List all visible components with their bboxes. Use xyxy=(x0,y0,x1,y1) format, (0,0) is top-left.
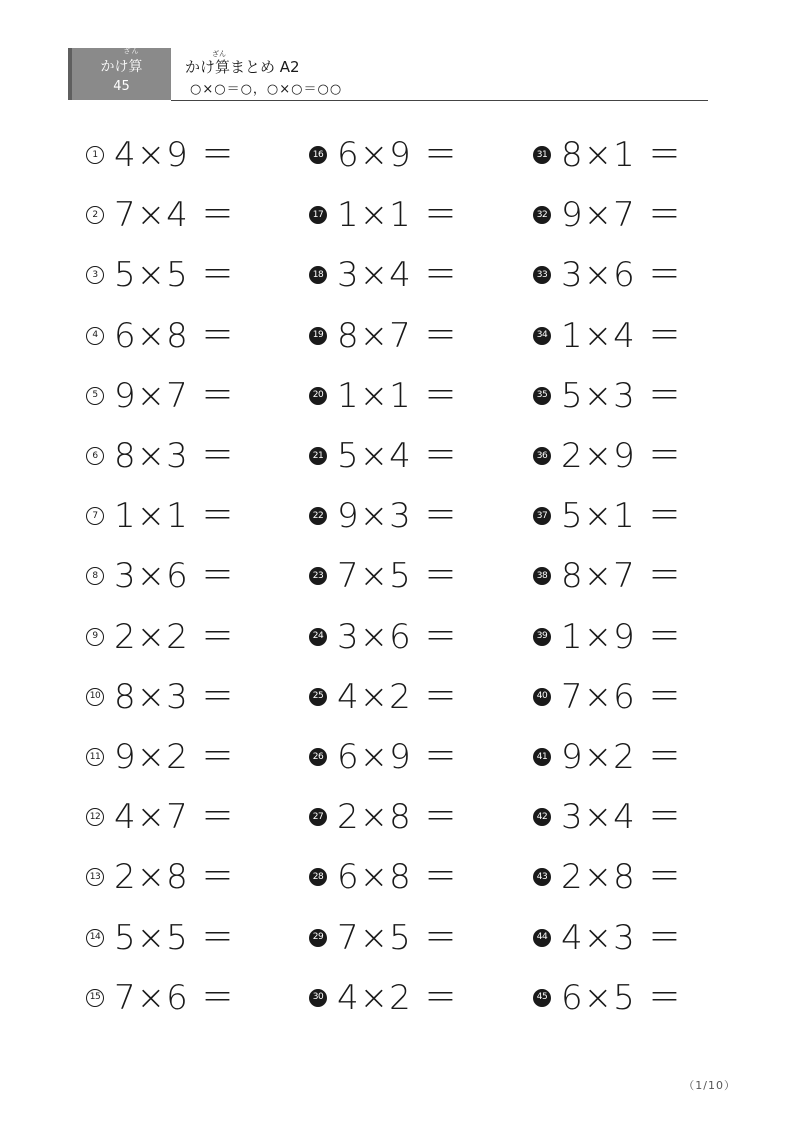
problem-item xyxy=(309,314,459,358)
problem-number: 36 xyxy=(533,447,551,465)
problem-number: 3 xyxy=(86,266,104,284)
problem-item xyxy=(309,675,459,719)
problem-number: 37 xyxy=(533,507,551,525)
problem-item xyxy=(309,795,459,839)
problem-expression: 7×6 ＝ xyxy=(114,977,236,1018)
problem-number: 5 xyxy=(86,387,104,405)
problem-item xyxy=(86,554,236,598)
problem-item xyxy=(533,916,683,960)
problem-item xyxy=(533,314,683,358)
problem-expression: 2×8 ＝ xyxy=(114,857,236,898)
problem-item xyxy=(86,615,236,659)
problem-item xyxy=(309,916,459,960)
problem-number: 25 xyxy=(309,688,327,706)
problem-expression: 2×9 ＝ xyxy=(561,436,683,476)
problem-expression: 5×5 ＝ xyxy=(114,255,236,296)
problem-number: 14 xyxy=(86,929,104,947)
problem-number: 13 xyxy=(86,868,104,886)
problem-expression: 1×9 ＝ xyxy=(561,616,683,657)
problem-number: 41 xyxy=(533,748,551,766)
problem-item xyxy=(86,675,236,719)
problem-item xyxy=(86,494,236,538)
problem-number: 2 xyxy=(86,206,104,224)
page-title: かけ算まとめ A2 xyxy=(185,58,300,76)
problem-number: 32 xyxy=(533,206,551,224)
problem-expression: 4×7 ＝ xyxy=(114,797,236,838)
problem-number: 31 xyxy=(533,146,551,164)
problem-number: 22 xyxy=(309,507,327,525)
problem-number: 27 xyxy=(309,808,327,826)
problem-number: 28 xyxy=(309,868,327,886)
problem-expression: 7×4 ＝ xyxy=(114,195,236,236)
problem-expression: 8×3 ＝ xyxy=(114,436,236,476)
problem-expression: 6×8 ＝ xyxy=(337,857,459,898)
problem-item xyxy=(309,615,459,659)
problem-expression: 4×9 ＝ xyxy=(114,135,236,175)
worksheet-number: 45 xyxy=(113,79,130,94)
problem-number: 24 xyxy=(309,628,327,646)
problem-number: 23 xyxy=(309,567,327,585)
problem-item xyxy=(86,193,236,237)
title-ruby: ざん xyxy=(212,50,226,58)
problem-expression: 5×1 ＝ xyxy=(561,496,683,537)
problem-expression: 7×6 ＝ xyxy=(561,676,683,717)
problem-expression: 3×4 ＝ xyxy=(561,797,683,838)
problem-item xyxy=(309,133,459,177)
page-indicator: （1/10） xyxy=(683,1079,736,1092)
problem-number: 10 xyxy=(86,688,104,706)
problem-number: 30 xyxy=(309,989,327,1007)
problem-item xyxy=(309,976,459,1020)
problem-number: 1 xyxy=(86,146,104,164)
problem-expression: 3×6 ＝ xyxy=(561,255,683,296)
problem-item xyxy=(86,133,236,177)
problem-number: 45 xyxy=(533,989,551,1007)
problem-item xyxy=(533,855,683,899)
header-divider xyxy=(171,100,708,101)
problem-item xyxy=(533,675,683,719)
problem-item xyxy=(533,735,683,779)
problem-item xyxy=(309,434,459,478)
problem-item xyxy=(533,434,683,478)
problem-item xyxy=(86,976,236,1020)
tab-ruby: ざん xyxy=(123,47,140,55)
problem-expression: 1×4 ＝ xyxy=(561,315,683,356)
problem-number: 42 xyxy=(533,808,551,826)
problem-number: 43 xyxy=(533,868,551,886)
problem-expression: 9×3 ＝ xyxy=(337,496,459,537)
problem-expression: 9×7 ＝ xyxy=(561,195,683,236)
problem-expression: 6×9 ＝ xyxy=(337,135,459,175)
problem-number: 38 xyxy=(533,567,551,585)
problem-number: 34 xyxy=(533,327,551,345)
problem-item xyxy=(309,253,459,297)
worksheet-tab xyxy=(68,48,171,100)
problem-item xyxy=(309,374,459,418)
problem-expression: 1×1 ＝ xyxy=(114,496,236,537)
problem-number: 15 xyxy=(86,989,104,1007)
problem-number: 6 xyxy=(86,447,104,465)
problem-number: 4 xyxy=(86,327,104,345)
problem-number: 9 xyxy=(86,628,104,646)
problem-item xyxy=(533,976,683,1020)
problem-number: 40 xyxy=(533,688,551,706)
problem-item xyxy=(309,554,459,598)
problem-expression: 4×2 ＝ xyxy=(337,977,459,1018)
problem-expression: 5×4 ＝ xyxy=(337,436,459,476)
problem-number: 7 xyxy=(86,507,104,525)
problem-item xyxy=(86,434,236,478)
problem-number: 35 xyxy=(533,387,551,405)
problem-expression: 5×3 ＝ xyxy=(561,375,683,416)
problem-expression: 3×6 ＝ xyxy=(114,556,236,597)
problem-item xyxy=(533,795,683,839)
problem-item xyxy=(86,916,236,960)
problem-number: 17 xyxy=(309,206,327,224)
problem-item xyxy=(533,494,683,538)
problem-expression: 1×1 ＝ xyxy=(337,375,459,416)
problem-expression: 9×7 ＝ xyxy=(114,375,236,416)
problem-expression: 3×6 ＝ xyxy=(337,616,459,657)
problem-expression: 5×5 ＝ xyxy=(114,917,236,958)
problem-expression: 8×1 ＝ xyxy=(561,135,683,175)
problem-expression: 1×1 ＝ xyxy=(337,195,459,236)
problem-expression: 7×5 ＝ xyxy=(337,917,459,958)
problem-expression: 2×8 ＝ xyxy=(337,797,459,838)
problem-item xyxy=(309,494,459,538)
problem-expression: 2×2 ＝ xyxy=(114,616,236,657)
problem-expression: 4×2 ＝ xyxy=(337,676,459,717)
problem-expression: 8×7 ＝ xyxy=(337,315,459,356)
problem-item xyxy=(309,735,459,779)
problem-expression: 6×9 ＝ xyxy=(337,737,459,777)
problem-item xyxy=(309,855,459,899)
problem-item xyxy=(86,253,236,297)
problem-expression: 8×7 ＝ xyxy=(561,556,683,597)
problem-number: 8 xyxy=(86,567,104,585)
problem-expression: 9×2 ＝ xyxy=(114,737,236,777)
problem-item xyxy=(533,193,683,237)
problem-number: 19 xyxy=(309,327,327,345)
problem-item xyxy=(86,735,236,779)
problem-expression: 4×3 ＝ xyxy=(561,917,683,958)
problem-number: 21 xyxy=(309,447,327,465)
problem-number: 16 xyxy=(309,146,327,164)
problem-item xyxy=(86,855,236,899)
problem-expression: 6×5 ＝ xyxy=(561,977,683,1018)
problem-item xyxy=(533,253,683,297)
problem-number: 20 xyxy=(309,387,327,405)
problem-number: 26 xyxy=(309,748,327,766)
problem-item xyxy=(533,133,683,177)
problem-number: 11 xyxy=(86,748,104,766)
problem-item xyxy=(533,554,683,598)
problem-item xyxy=(86,314,236,358)
problem-item xyxy=(86,795,236,839)
problem-number: 44 xyxy=(533,929,551,947)
problem-expression: 2×8 ＝ xyxy=(561,857,683,898)
problem-item xyxy=(533,374,683,418)
tab-title: かけ算 xyxy=(100,59,143,75)
problem-item xyxy=(309,193,459,237)
problem-number: 33 xyxy=(533,266,551,284)
problem-expression: 9×2 ＝ xyxy=(561,737,683,777)
problem-expression: 8×3 ＝ xyxy=(114,676,236,717)
problem-number: 29 xyxy=(309,929,327,947)
problem-number: 39 xyxy=(533,628,551,646)
formula-pattern: ○×○＝○，○×○＝○○ xyxy=(190,82,343,97)
problem-expression: 6×8 ＝ xyxy=(114,315,236,356)
problem-item xyxy=(86,374,236,418)
problem-item xyxy=(533,615,683,659)
problem-expression: 3×4 ＝ xyxy=(337,255,459,296)
problem-number: 12 xyxy=(86,808,104,826)
problem-number: 18 xyxy=(309,266,327,284)
problem-expression: 7×5 ＝ xyxy=(337,556,459,597)
